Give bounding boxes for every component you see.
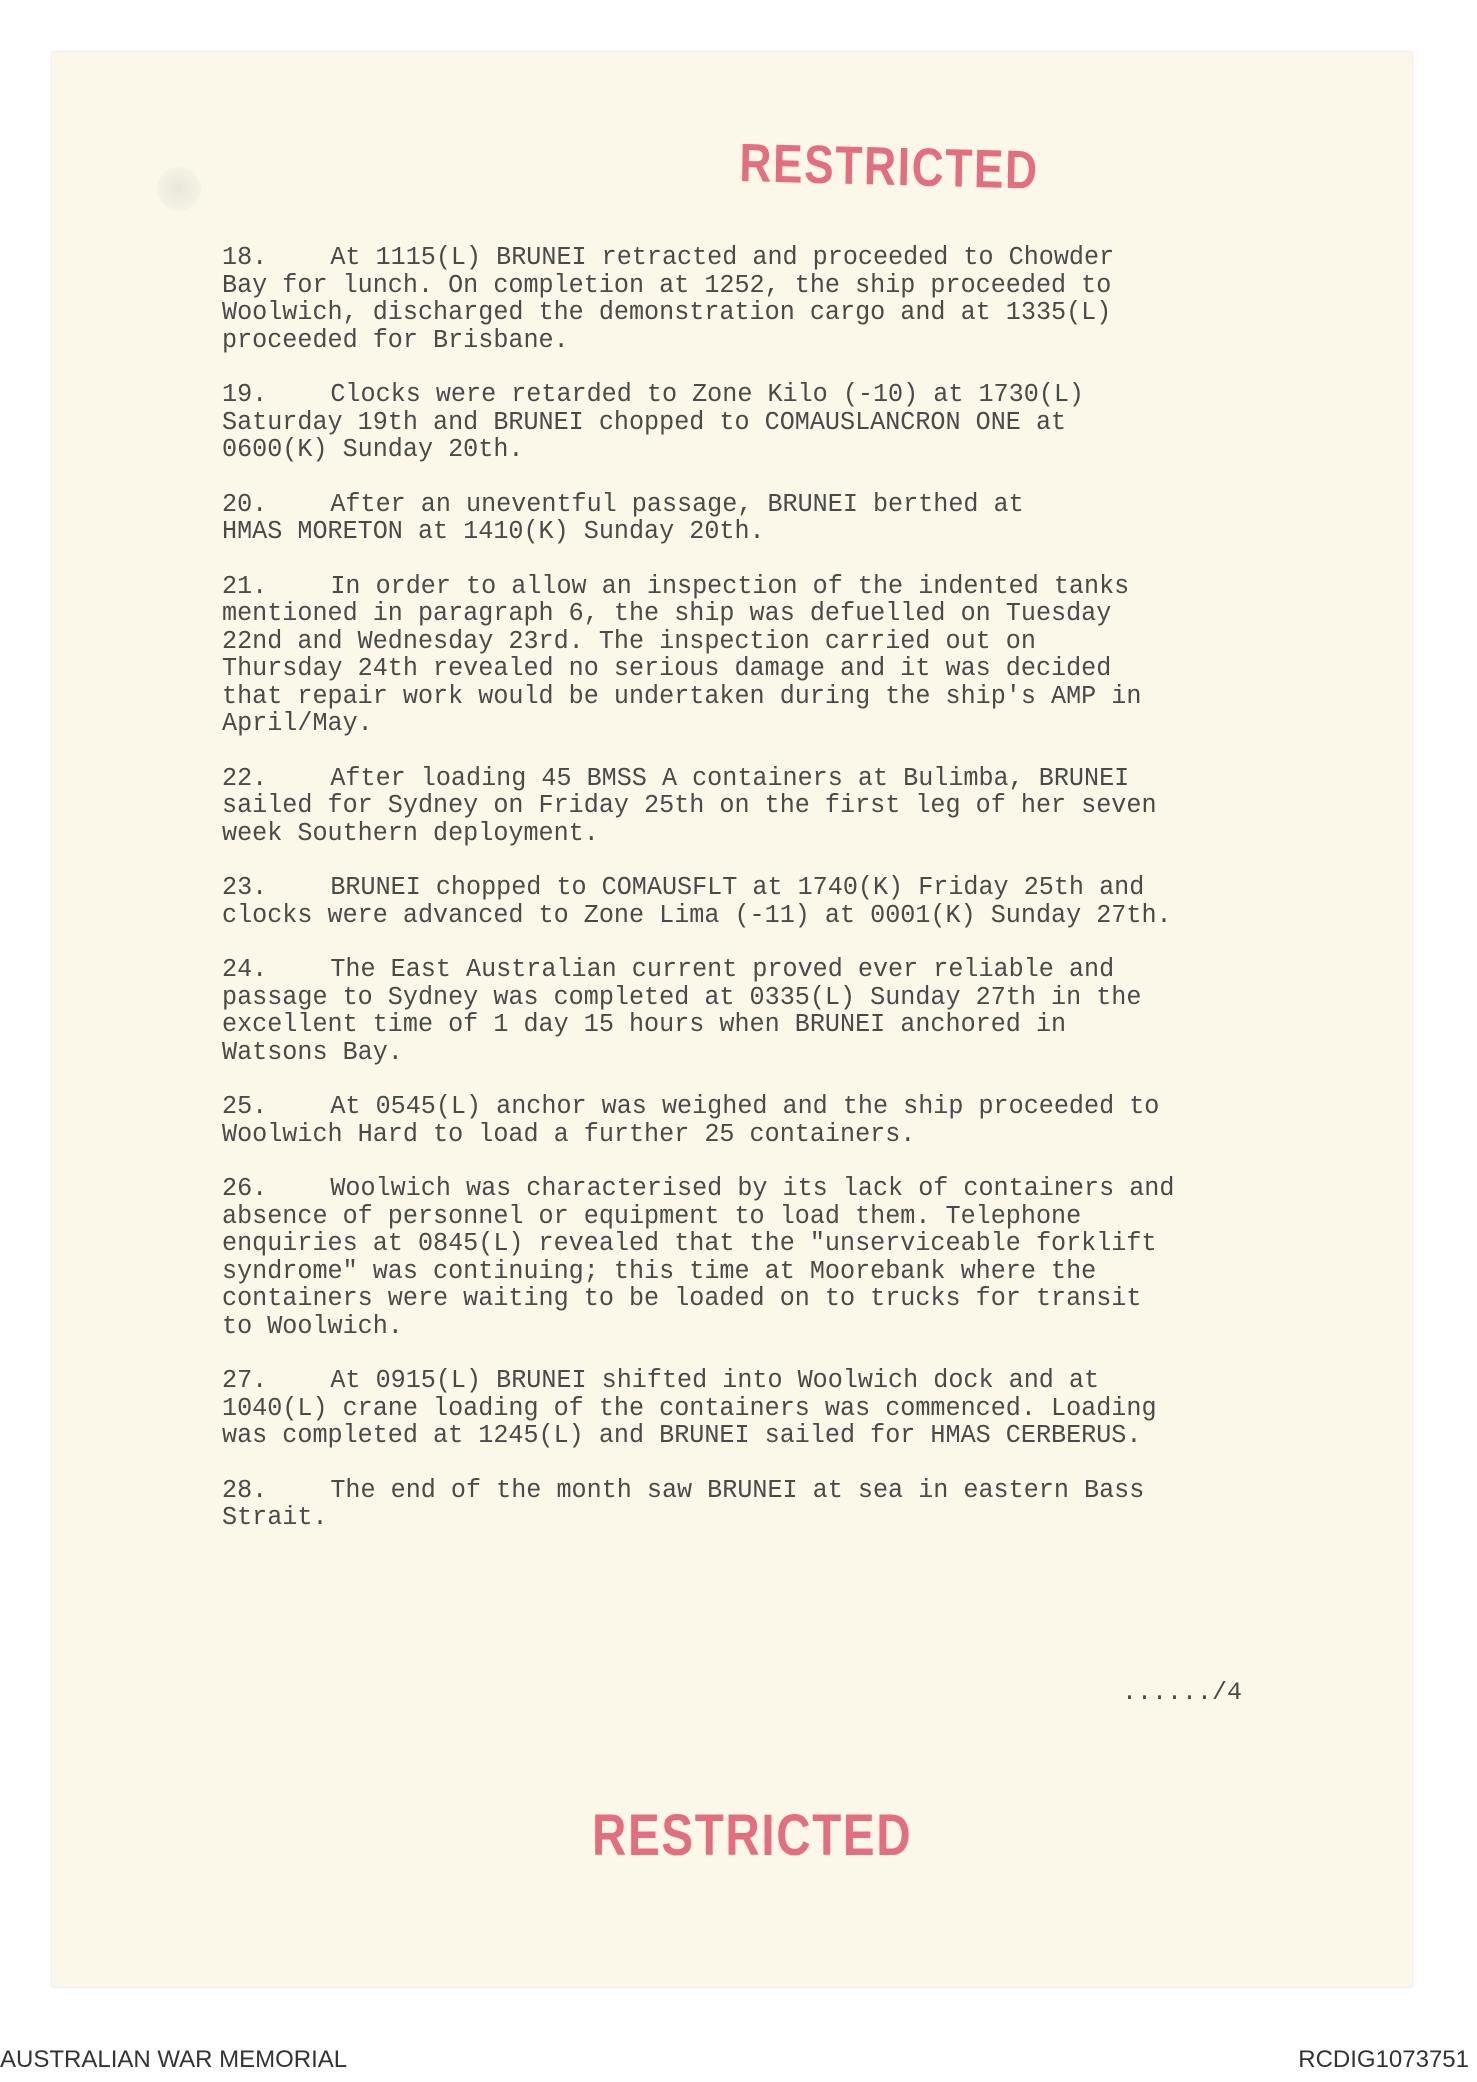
footer-archive-name: AUSTRALIAN WAR MEMORIAL <box>0 2046 348 2073</box>
paragraph-text: After loading 45 BMSS A containers at Bulimba, BRUNEI sailed for Sydney on Friday 25th on the first leg of her seven week Southern deployment. <box>222 763 1157 848</box>
paragraph-number: 21. <box>222 571 268 601</box>
restricted-stamp-bottom: RESTRICTED <box>592 1803 913 1868</box>
paragraph-text: After an uneventful passage, BRUNEI berthed at HMAS MORETON at 1410(K) Sunday 20th. <box>222 489 1024 546</box>
paragraph-number: 25. <box>222 1092 268 1121</box>
paragraph-number: 26. <box>222 1174 268 1203</box>
paragraph-number: 27. <box>222 1366 268 1395</box>
document-body <box>222 244 1315 1559</box>
paragraph-26 <box>222 1175 1315 1340</box>
paragraph-number: 24. <box>222 955 268 984</box>
paragraph-text: The end of the month saw BRUNEI at sea in eastern Bass Strait. <box>222 1475 1145 1532</box>
footer-record-id: RCDIG1073751 <box>1298 2046 1469 2073</box>
paragraph-text: At 0915(L) BRUNEI shifted into Woolwich dock and at 1040(L) crane loading of the containers was commenced. Loading was completed at 1245(L) and BRUNEI sailed for HMAS CERBERUS. <box>222 1366 1157 1450</box>
paragraph-text: At 0545(L) anchor was weighed and the ship proceeded to Woolwich Hard to load a further 25 containers. <box>222 1092 1160 1149</box>
paragraph-21 <box>222 573 1315 738</box>
paragraph-28 <box>222 1477 1315 1532</box>
paragraph-25 <box>222 1093 1315 1148</box>
paragraph-23 <box>222 874 1315 929</box>
paragraph-number: 19. <box>222 380 268 409</box>
paragraph-number: 22. <box>222 763 268 793</box>
paragraph-22 <box>222 765 1315 848</box>
paragraph-text: The East Australian current proved ever reliable and passage to Sydney was completed at 0335(L) Sunday 27th in the excellent time of 1 day 15 hours when BRUNEI anchored in Watsons Bay. <box>222 955 1142 1067</box>
paragraph-number: 18. <box>222 243 268 272</box>
paper-stain <box>157 167 201 211</box>
paragraph-text: In order to allow an inspection of the indented tanks mentioned in paragraph 6, the ship was defuelled on Tuesday 22nd and Wednesday 23rd. The inspection carried out on Thursday 24th revealed no serious damage and it was decided that repair work would be undertaken during the ship's AMP in April/May. <box>222 571 1142 738</box>
paragraph-27 <box>222 1367 1315 1450</box>
document-page <box>52 52 1412 1987</box>
paragraph-text: Woolwich was characterised by its lack of containers and absence of personnel or equipment to load them. Telephone enquiries at 0845(L) revealed that the "unserviceable forklift syndrome" was continuing; this time at Moorebank where the containers were waiting to be loaded on to trucks for transit to Woolwich. <box>222 1174 1175 1341</box>
restricted-stamp-top: RESTRICTED <box>738 132 1040 201</box>
paragraph-text: BRUNEI chopped to COMAUSFLT at 1740(K) Friday 25th and clocks were advanced to Zone Lima (-11) at 0001(K) Sunday 27th. <box>222 873 1172 930</box>
continuation-marker: ....../4 <box>1122 1678 1243 1707</box>
paragraph-19 <box>222 381 1315 464</box>
paragraph-number: 23. <box>222 873 268 902</box>
paragraph-20 <box>222 491 1315 546</box>
paragraph-number: 20. <box>222 489 268 519</box>
paragraph-24 <box>222 956 1315 1066</box>
paragraph-number: 28. <box>222 1475 268 1505</box>
paragraph-text: Clocks were retarded to Zone Kilo (-10) at 1730(L) Saturday 19th and BRUNEI chopped to COMAUSLANCRON ONE at 0600(K) Sunday 20th. <box>222 380 1084 464</box>
paragraph-text: At 1115(L) BRUNEI retracted and proceeded to Chowder Bay for lunch. On completion at 1252, the ship proceeded to Woolwich, discharged the demonstration cargo and at 1335(L) proceeded for Brisbane. <box>222 243 1115 355</box>
paragraph-18 <box>222 244 1315 354</box>
